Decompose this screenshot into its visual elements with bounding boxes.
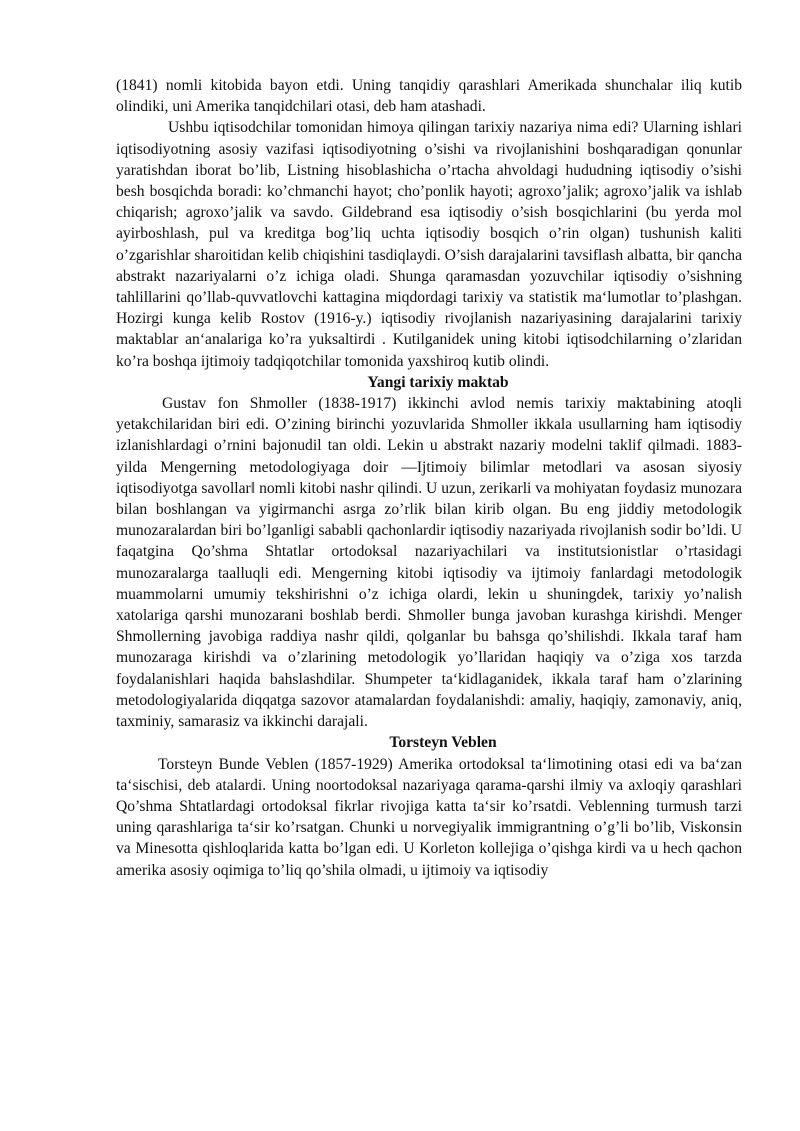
paragraph-veblen: Torsteyn Bunde Veblen (1857-1929) Amerika ortodoksal ta‘limotining otasi edi va ba‘zan ta‘sischisi, deb atalardi. Uning noortodoksal nazariyaga qarama-qarshi ilmiy va axloqiy qarashlari Qo’shma Shtatlardagi ortodoksal fikrlar rivojiga katta ta‘sir ko’rsatdi. Veblenning turmush tarzi uning qarashlariga ta‘sir ko’rsatgan. Chunki u norvegiyalik immigrantning o’g’li bo’lib, Viskonsin va Minesotta qishloqlarida katta bo’lgan edi. U Korleton kollejiga o’qishga kirdi va u hech qachon amerika asosiy oqimiga to’liq qo’shila olmadi, u ijtimoiy va iqtisodiy (116, 755, 742, 879)
section-heading-new-historical-school: Yangi tarixiy maktab (367, 373, 509, 391)
paragraph-historical-theory: Ushbu iqtisodchilar tomonidan himoya qilingan tarixiy nazariya nima edi? Ularning ishlari iqtisodiyotning asosiy vazifasi iqtisodiyotning o’sishi va rivojlanishini boshqaradigan qonunlar yaratishdan iborat bo’lib, Listning hisoblashicha o’rtacha ahvoldagi hududning iqtisodiy o’sishi besh bosqichda boradi: ko’chmanchi hayot; cho’ponlik hayoti; agroxo’jalik; agroxo’jalik va ishlab chiqarish; agroxo’jalik va savdo. Gildebrand esa iqtisodiy o’sish bosqichlarini (bu yerda mol ayirboshlash, pul va kreditga bog’liq uchta iqtisodiy bosqich o’rin olgan) tushunish kaliti o’zgarishlar sharoitidan kelib chiqishini tasdiqlaydi. O’sish darajalarini tavsiflash albatta, bir qancha abstrakt nazariyalarni o’z ichiga oladi. Shunga qaramasdan yozuvchilar iqtisodiy o’sishning tahlillarini qo’llab-quvvatlovchi kattagina miqdordagi tarixiy va statistik ma‘lumotlar to’plashgan. Hozirgi kunga kelib Rostov (1916-y.) iqtisodiy rivojlanish nazariyasining darajalarini tarixiy maktablar an‘analariga ko’ra yuksaltirdi . Kutilganidek uning kitobi iqtisodchilarning o’zlaridan ko’ra boshqa ijtimoiy tadqiqotchilar tomonida yaxshiroq kutib olindi. (116, 119, 742, 370)
paragraph-list-book-reception: (1841) nomli kitobida bayon etdi. Uning tanqidiy qarashlari Amerikada shunchalar iliq kutib olindiki, uni Amerika tanqidchilari otasi, deb ham atashadi. (116, 77, 742, 116)
section-heading-veblen: Torsteyn Veblen (389, 734, 497, 752)
document-page (116, 75, 742, 881)
paragraph-schmoller: Gustav fon Shmoller (1838-1917) ikkinchi avlod nemis tarixiy maktabining atoqli yetakchilaridan biri edi. O’zining birinchi yozuvlarida Shmoller ikkala usullarning ham iqtisodiy izlanishlardagi o’rnini bajonudil tan oldi. Lekin u abstrakt nazariy modelni taklif qilmadi. 1883-yilda Mengerning metodologiyaga doir ―Ijtimoiy bilimlar metodlari va asosan siyosiy iqtisodiyotga savollar‖ nomli kitobi nashr qilindi. U uzun, zerikarli va mohiyatan foydasiz munozara bilan boshlangan va yigirmanchi asrga zo’rlik bilan kirib olgan. Bu eng jiddiy metodologik munozaralardan biri bo’lganligi sababli qachonlardir iqtisodiy nazariyada rivojlanish sodir bo’ldi. U faqatgina Qo’shma Shtatlar ortodoksal nazariyachilari va institutsionistlar o’rtasidagi munozaralarga taalluqli edi. Mengerning kitobi iqtisodiy va ijtimoiy fanlardagi metodologik muammolarni umumiy tekshirishni o’z ichiga olardi, lekin u shuningdek, tarixiy yo’nalish xatolariga qarshi munozarani boshlab berdi. Shmoller bunga javoban kurashga kirishdi. Menger Shmollerning javobiga raddiya nashr qildi, qolganlar bu bahsga qo’shilishdi. Ikkala taraf ham munozaraga kirishdi va o’zlarining metodologik yo’llaridan haqiqiy va o’ziga xos tarzda foydalanishlari haqida bahslashdilar. Shumpeter ta‘kidlaganidek, ikkala taraf ham o’zlarining metodologiyalarida diqqatga sazovor atamalardan foydalanishdi: amaliy, haqiqiy, zamonaviy, aniq, taxminiy, samarasiz va ikkinchi darajali. (116, 395, 742, 731)
